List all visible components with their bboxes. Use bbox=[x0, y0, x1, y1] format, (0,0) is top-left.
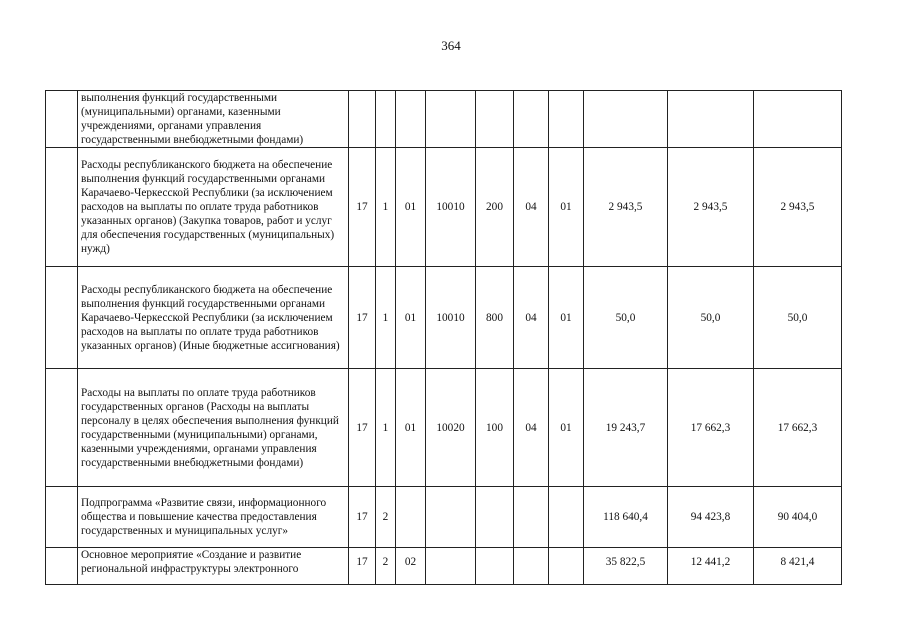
amount-year-2: 94 423,8 bbox=[668, 487, 754, 548]
code-admin: 17 bbox=[349, 548, 376, 585]
code-program: 2 bbox=[376, 548, 396, 585]
row-number-cell bbox=[46, 148, 78, 267]
table-row bbox=[46, 267, 842, 369]
page-number: 364 bbox=[441, 38, 461, 53]
code-section: 04 bbox=[514, 369, 549, 487]
code-subprogram: 01 bbox=[396, 369, 426, 487]
amount-year-1: 2 943,5 bbox=[584, 148, 668, 267]
code-expense-type: 200 bbox=[476, 148, 514, 267]
amount-year-1: 118 640,4 bbox=[584, 487, 668, 548]
amount-year-3: 90 404,0 bbox=[754, 487, 842, 548]
code-section bbox=[514, 91, 549, 148]
amount-year-3: 2 943,5 bbox=[754, 148, 842, 267]
code-subprogram: 01 bbox=[396, 148, 426, 267]
code-section: 04 bbox=[514, 267, 549, 369]
code-admin: 17 bbox=[349, 487, 376, 548]
amount-year-2: 17 662,3 bbox=[668, 369, 754, 487]
code-section: 04 bbox=[514, 148, 549, 267]
code-direction: 10010 bbox=[426, 267, 476, 369]
row-description: Подпрограмма «Развитие связи, информационного общества и повышение качества предоставления государственных и муниципальных услуг» bbox=[78, 487, 349, 548]
amount-year-2: 50,0 bbox=[668, 267, 754, 369]
table-row bbox=[46, 148, 842, 267]
code-subsection bbox=[549, 487, 584, 548]
code-expense-type bbox=[476, 91, 514, 148]
code-program bbox=[376, 91, 396, 148]
code-direction: 10010 bbox=[426, 148, 476, 267]
table-row bbox=[46, 487, 842, 548]
row-number-cell bbox=[46, 267, 78, 369]
code-expense-type bbox=[476, 548, 514, 585]
code-section bbox=[514, 548, 549, 585]
amount-year-3 bbox=[754, 91, 842, 148]
amount-year-1: 50,0 bbox=[584, 267, 668, 369]
code-direction bbox=[426, 548, 476, 585]
amount-year-2: 2 943,5 bbox=[668, 148, 754, 267]
code-subprogram bbox=[396, 91, 426, 148]
code-program: 1 bbox=[376, 369, 396, 487]
table-row bbox=[46, 369, 842, 487]
budget-table bbox=[45, 90, 842, 585]
code-subsection: 01 bbox=[549, 267, 584, 369]
code-expense-type bbox=[476, 487, 514, 548]
code-subsection: 01 bbox=[549, 369, 584, 487]
row-description: Расходы республиканского бюджета на обеспечение выполнения функций государственными органами Карачаево-Черкесской Республики (за исключением расходов на выплаты по оплате труда работников указанных органов) (Закупка товаров, работ и услуг для обеспечения государственных (муниципальных) нужд) bbox=[78, 148, 349, 267]
amount-year-3: 17 662,3 bbox=[754, 369, 842, 487]
code-program: 2 bbox=[376, 487, 396, 548]
amount-year-1 bbox=[584, 91, 668, 148]
amount-year-2 bbox=[668, 91, 754, 148]
code-section bbox=[514, 487, 549, 548]
code-admin bbox=[349, 91, 376, 148]
row-description: Расходы на выплаты по оплате труда работников государственных органов (Расходы на выплаты персоналу в целях обеспечения выполнения функций государственными (муниципальными) органами, казенными учреждениями, органами управления государственными внебюджетными фондами) bbox=[78, 369, 349, 487]
amount-year-1: 35 822,5 bbox=[584, 548, 668, 585]
code-program: 1 bbox=[376, 148, 396, 267]
row-number-cell bbox=[46, 487, 78, 548]
code-subprogram bbox=[396, 487, 426, 548]
code-admin: 17 bbox=[349, 148, 376, 267]
code-admin: 17 bbox=[349, 267, 376, 369]
amount-year-3: 50,0 bbox=[754, 267, 842, 369]
row-description: выполнения функций государственными (муниципальными) органами, казенными учреждениями, органами управления государственными внебюджетными фондами) bbox=[78, 91, 349, 148]
amount-year-1: 19 243,7 bbox=[584, 369, 668, 487]
code-admin: 17 bbox=[349, 369, 376, 487]
amount-year-3: 8 421,4 bbox=[754, 548, 842, 585]
row-number-cell bbox=[46, 91, 78, 148]
row-description: Расходы республиканского бюджета на обеспечение выполнения функций государственными органами Карачаево-Черкесской Республики (за исключением расходов на выплаты по оплате труда работников указанных органов) (Иные бюджетные ассигнования) bbox=[78, 267, 349, 369]
code-direction bbox=[426, 91, 476, 148]
code-direction: 10020 bbox=[426, 369, 476, 487]
table-row bbox=[46, 91, 842, 148]
code-subsection: 01 bbox=[549, 148, 584, 267]
row-description: Основное мероприятие «Создание и развитие региональной инфраструктуры электронного bbox=[78, 548, 349, 585]
code-subprogram: 01 bbox=[396, 267, 426, 369]
code-expense-type: 100 bbox=[476, 369, 514, 487]
code-subprogram: 02 bbox=[396, 548, 426, 585]
code-expense-type: 800 bbox=[476, 267, 514, 369]
row-number-cell bbox=[46, 369, 78, 487]
code-subsection bbox=[549, 548, 584, 585]
code-subsection bbox=[549, 91, 584, 148]
amount-year-2: 12 441,2 bbox=[668, 548, 754, 585]
row-number-cell bbox=[46, 548, 78, 585]
code-direction bbox=[426, 487, 476, 548]
code-program: 1 bbox=[376, 267, 396, 369]
table-row bbox=[46, 548, 842, 585]
